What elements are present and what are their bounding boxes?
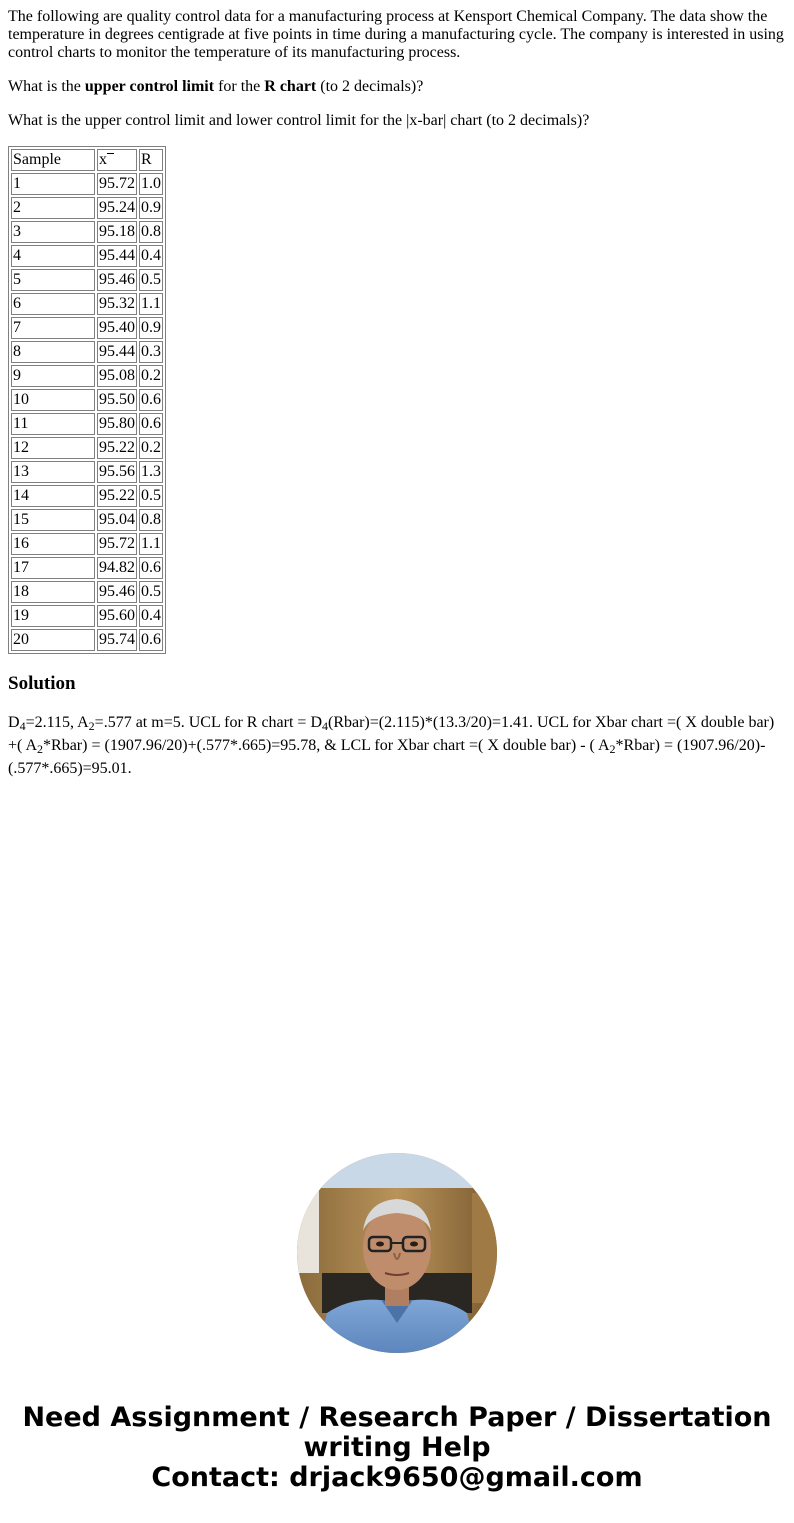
cell-xbar: 94.82 [97, 557, 137, 579]
cell-sample: 12 [11, 437, 95, 459]
solution-text: $D_4=2.115$, $A_2=.577$ at m=5. UCL for R chart = $D_4(Rbar)=(2.115)*(13.3/20)=1.41$. UCL for Xbar chart =( X double bar) +( $A_2*Rbar) = (1907.96/20)+(.577*.665)=95.78$, & LCL for Xbar chart =( X double bar) - ( $A_2*Rbar) = (1907.96/20)-(.577*.665)=95.01$. [8, 714, 775, 777]
cell-r: 0.5 [139, 269, 163, 291]
cell-sample: 5 [11, 269, 95, 291]
header-r: R [139, 149, 163, 171]
cell-r: 0.6 [139, 557, 163, 579]
cell-sample: 11 [11, 413, 95, 435]
cell-sample: 1 [11, 173, 95, 195]
table-row [11, 581, 163, 603]
cell-r: 0.4 [139, 605, 163, 627]
cell-sample: 18 [11, 581, 95, 603]
cell-sample: 8 [11, 341, 95, 363]
table-row [11, 509, 163, 531]
cell-r: 0.8 [139, 221, 163, 243]
cell-r: 0.6 [139, 389, 163, 411]
cell-xbar: 95.72 [97, 173, 137, 195]
cell-sample: 17 [11, 557, 95, 579]
cell-xbar: 95.04 [97, 509, 137, 531]
cell-sample: 6 [11, 293, 95, 315]
table-row [11, 317, 163, 339]
cell-sample: 9 [11, 365, 95, 387]
cell-r: 1.1 [139, 533, 163, 555]
cell-xbar: 95.08 [97, 365, 137, 387]
cell-r: 0.2 [139, 437, 163, 459]
solution-heading: Solution [8, 673, 76, 694]
cell-sample: 13 [11, 461, 95, 483]
table-row [11, 341, 163, 363]
cell-sample: 20 [11, 629, 95, 651]
header-sample: Sample [11, 149, 95, 171]
cell-sample: 19 [11, 605, 95, 627]
table-row [11, 413, 163, 435]
cell-r: 0.6 [139, 629, 163, 651]
cell-r: 0.8 [139, 509, 163, 531]
footer-contact: Contact: drjack9650@gmail.com [151, 1462, 643, 1493]
cell-xbar: 95.44 [97, 245, 137, 267]
table-row [11, 533, 163, 555]
document-body [8, 8, 786, 780]
cell-r: 1.0 [139, 173, 163, 195]
cell-xbar: 95.32 [97, 293, 137, 315]
cell-sample: 14 [11, 485, 95, 507]
cell-xbar: 95.74 [97, 629, 137, 651]
cell-sample: 2 [11, 197, 95, 219]
cell-xbar: 95.40 [97, 317, 137, 339]
footer-advert [0, 1403, 794, 1493]
table-row [11, 605, 163, 627]
cell-r: 0.6 [139, 413, 163, 435]
cell-sample: 3 [11, 221, 95, 243]
xbar-symbol: x [99, 151, 107, 168]
cell-r: 1.3 [139, 461, 163, 483]
portrait-image [297, 1153, 497, 1353]
cell-xbar: 95.22 [97, 437, 137, 459]
cell-r: 1.1 [139, 293, 163, 315]
cell-xbar: 95.18 [97, 221, 137, 243]
cell-xbar: 95.44 [97, 341, 137, 363]
table-row [11, 245, 163, 267]
table-row [11, 629, 163, 651]
cell-sample: 15 [11, 509, 95, 531]
quality-control-table [8, 146, 166, 654]
question-xbar-chart: What is the upper control limit and lower control limit for the |x-bar| chart (to 2 decimals)? [8, 112, 590, 129]
table-row [11, 221, 163, 243]
intro-paragraph: The following are quality control data for a manufacturing process at Kensport Chemical Company. The data show the temperature in degrees centigrade at five points in time during a manufacturing cycle. The company is interested in using control charts to monitor the temperature of its manufacturing process. [8, 8, 784, 61]
table-row [11, 557, 163, 579]
cell-r: 0.2 [139, 365, 163, 387]
cell-r: 0.3 [139, 341, 163, 363]
cell-xbar: 95.60 [97, 605, 137, 627]
cell-sample: 10 [11, 389, 95, 411]
cell-xbar: 95.72 [97, 533, 137, 555]
bold-upper-control-limit: upper control limit [84, 78, 215, 95]
cell-r: 0.9 [139, 317, 163, 339]
cell-r: 0.5 [139, 581, 163, 603]
cell-xbar: 95.46 [97, 269, 137, 291]
author-photo [297, 1153, 497, 1353]
cell-xbar: 95.22 [97, 485, 137, 507]
table-row [11, 173, 163, 195]
footer-line-1: Need Assignment / Research Paper / Dissertation [22, 1402, 772, 1433]
table-row [11, 365, 163, 387]
cell-xbar: 95.50 [97, 389, 137, 411]
footer-line-2: writing Help [303, 1432, 491, 1463]
table-row [11, 485, 163, 507]
cell-sample: 16 [11, 533, 95, 555]
cell-r: 0.5 [139, 485, 163, 507]
table-row [11, 389, 163, 411]
cell-xbar: 95.80 [97, 413, 137, 435]
table-row [11, 437, 163, 459]
cell-xbar: 95.24 [97, 197, 137, 219]
cell-r: 0.9 [139, 197, 163, 219]
table-row [11, 197, 163, 219]
cell-r: 0.4 [139, 245, 163, 267]
table-row [11, 293, 163, 315]
bold-r-chart: R chart [264, 78, 317, 95]
table-row [11, 461, 163, 483]
cell-sample: 7 [11, 317, 95, 339]
header-xbar [97, 149, 137, 171]
question-r-chart: What is the upper control limit for the R chart (to 2 decimals)? [8, 78, 424, 95]
table-row [11, 269, 163, 291]
cell-xbar: 95.56 [97, 461, 137, 483]
table-header-row [11, 149, 163, 171]
cell-sample: 4 [11, 245, 95, 267]
cell-xbar: 95.46 [97, 581, 137, 603]
